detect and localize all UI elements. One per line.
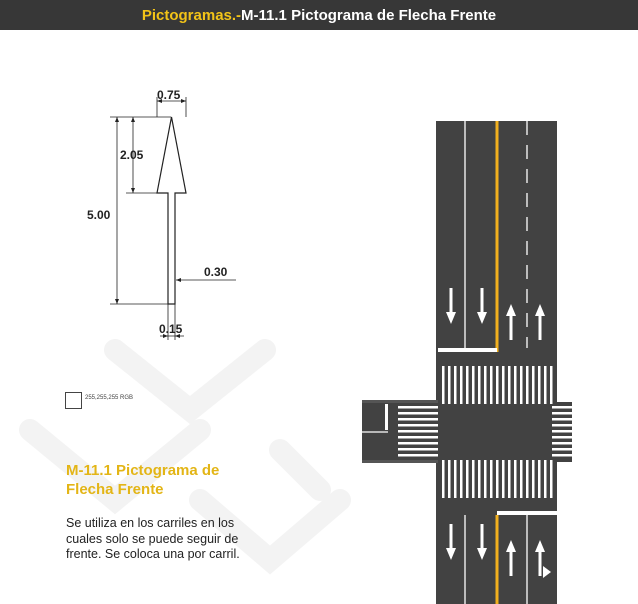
dimension-stem-width: 0.30 [204,265,228,279]
section-title: M-11.1 Pictograma de Flecha Frente [66,462,220,498]
header-title: M-11.1 Pictograma de Flecha Frente [241,6,497,24]
section-description: Se utiliza en los carriles en los cuales solo se puede seguir de frente. Se coloca una por carril. [66,516,240,561]
header-accent: Pictogramas.- [141,6,242,24]
dimension-bottom-width: 0.15 [159,322,183,336]
color-swatch-label: 255,255,255 RGB [85,395,134,401]
dimension-head-length: 2.05 [120,148,144,162]
dimension-total-length: 5.00 [87,208,111,222]
dimension-top-width: 0.75 [157,88,181,102]
